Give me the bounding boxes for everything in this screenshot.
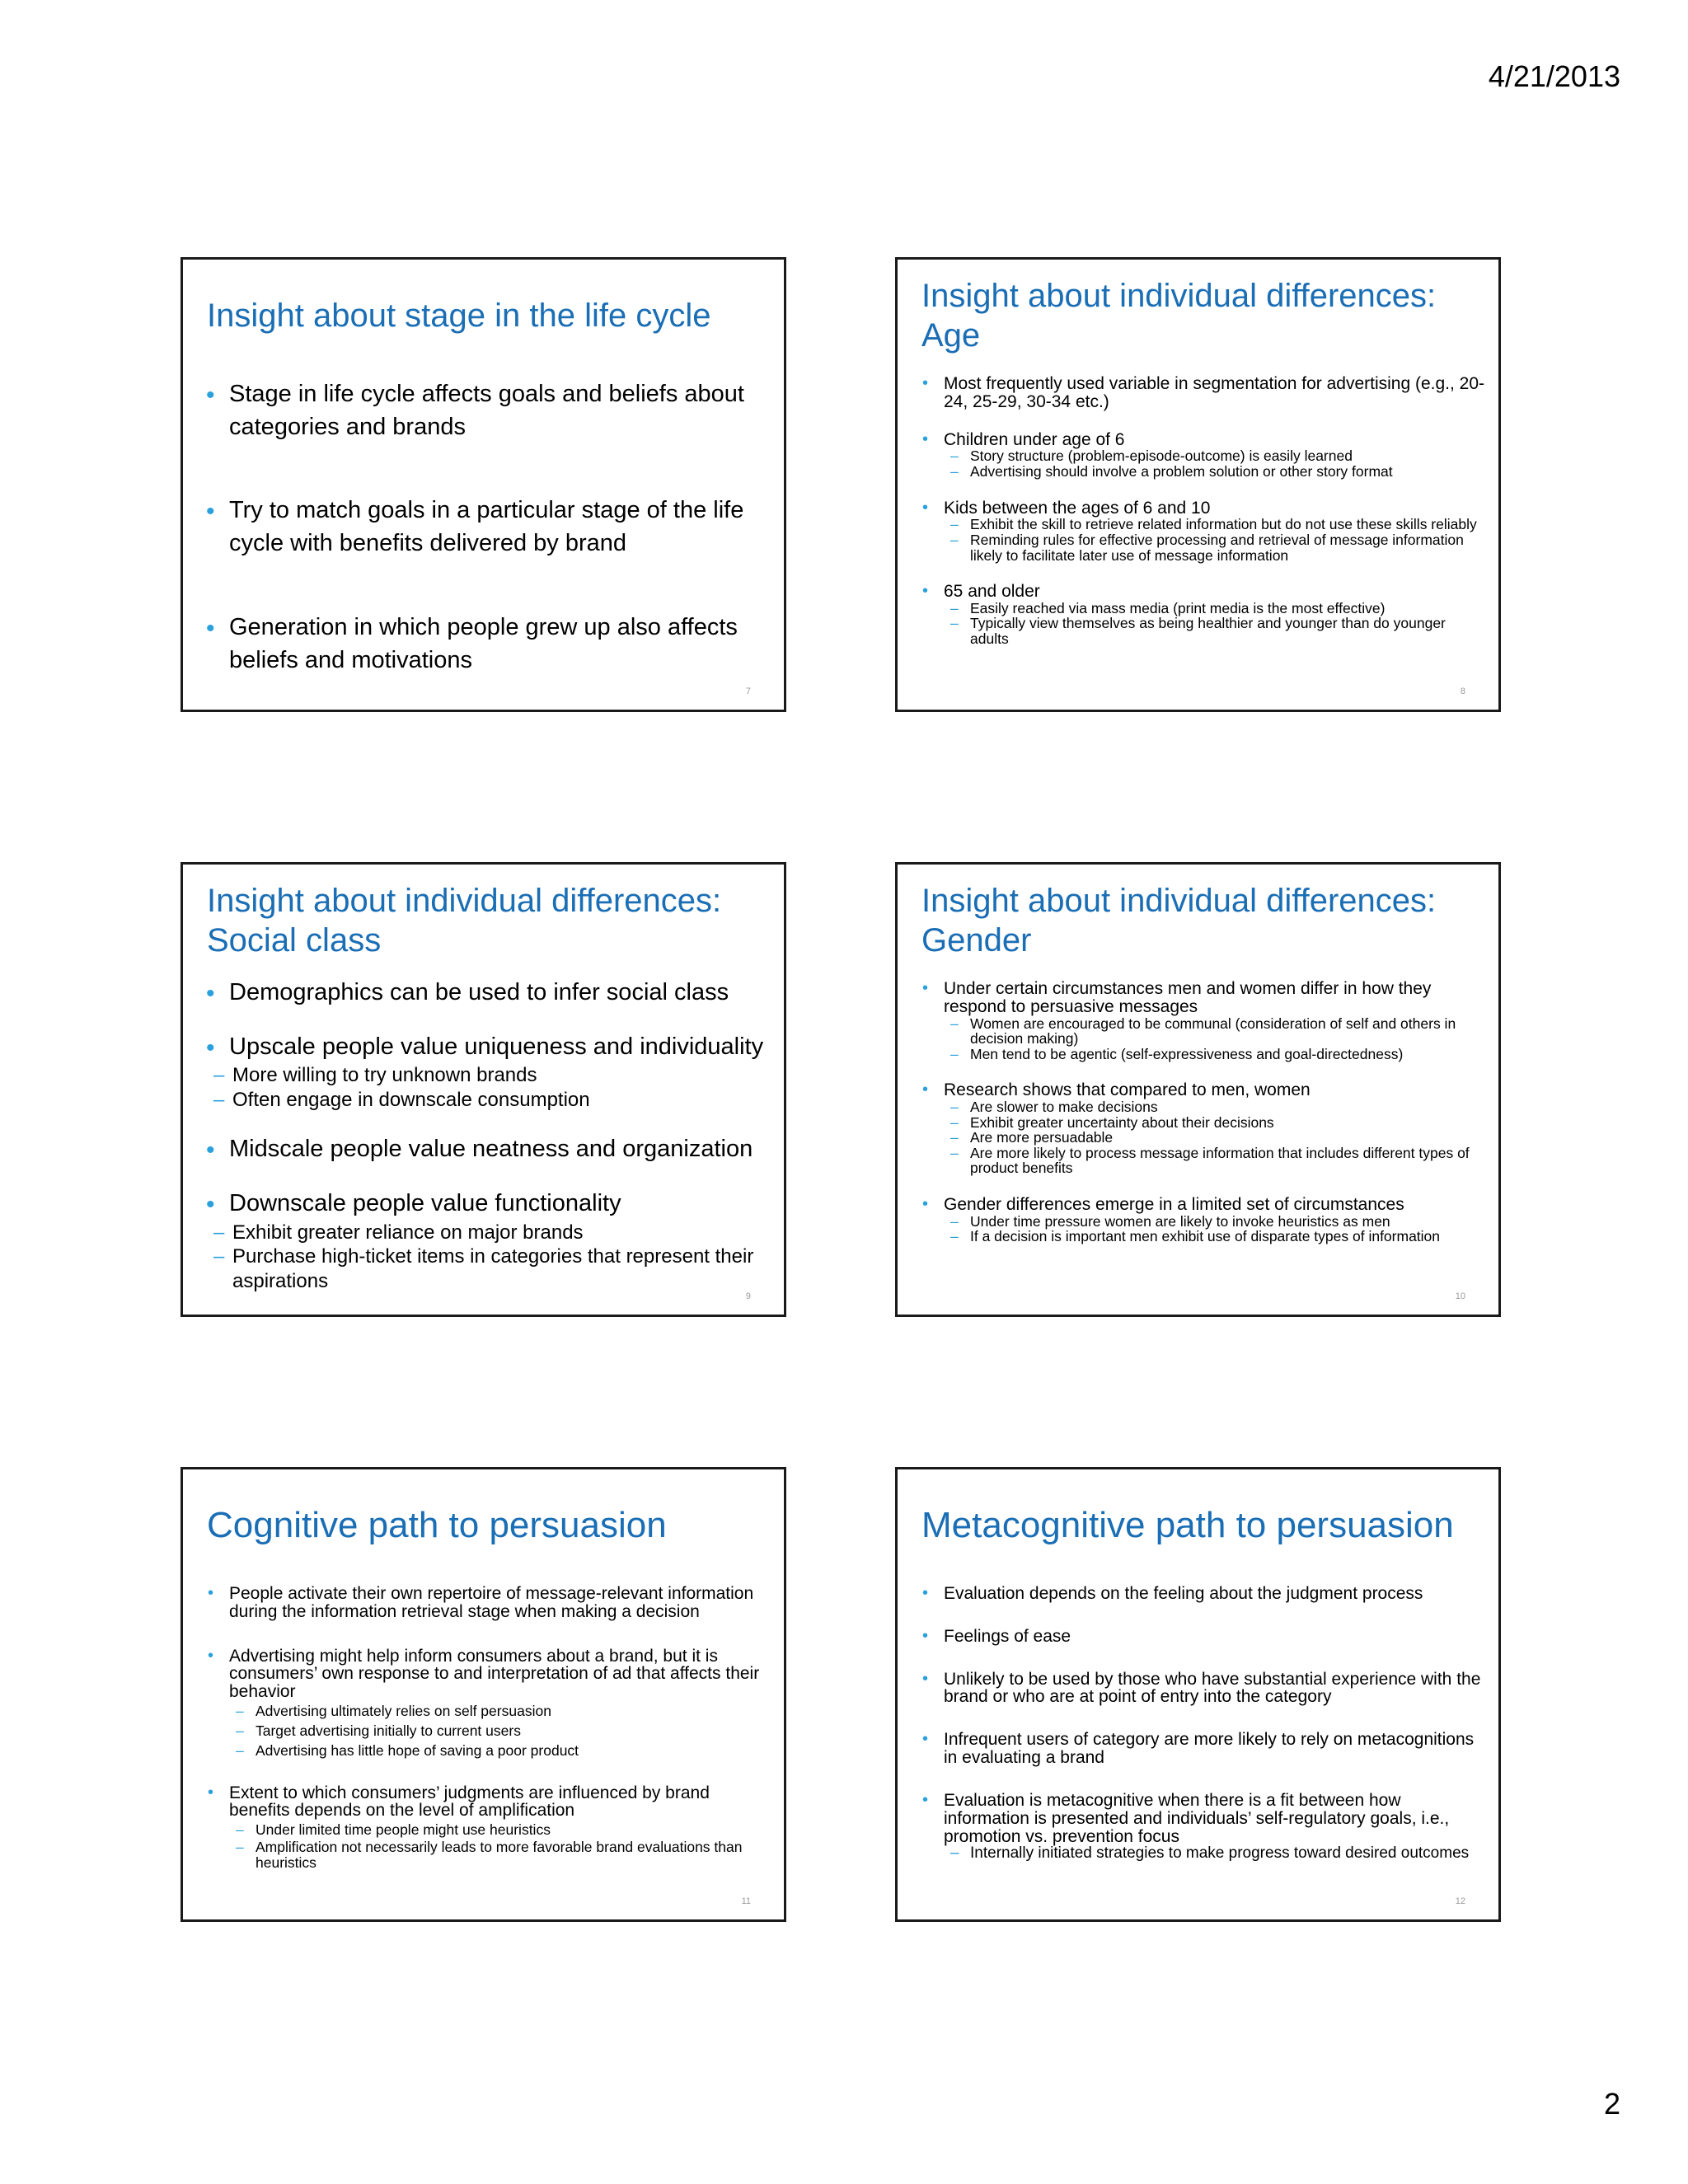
bullet-text: Unlikely to be used by those who have substantial experience with the brand or who are at point of entry into the category bbox=[944, 1669, 1481, 1707]
bullet-text: Downscale people value functionality bbox=[229, 1190, 621, 1217]
slide-title: Insight about individual differences: Gender bbox=[921, 883, 1437, 958]
sub-bullet-item: – Target advertising initially to current users bbox=[256, 1721, 773, 1741]
slide-title: Metacognitive path to persuasion bbox=[921, 1505, 1454, 1545]
slide-11 bbox=[181, 1467, 786, 1922]
sub-bullet-list bbox=[944, 1845, 1488, 1862]
sub-bullet-list bbox=[944, 1099, 1488, 1176]
bullet-item bbox=[229, 612, 773, 677]
bullet-item bbox=[944, 1792, 1488, 1863]
bullet-item bbox=[944, 1731, 1488, 1767]
sub-bullet-item: – Typically view themselves as being healthier and younger than do younger adults bbox=[970, 616, 1484, 646]
bullet-text: Gender differences emerge in a limited set of circumstances bbox=[944, 1194, 1404, 1214]
sub-bullet-item: – Men tend to be agentic (self-expressiveness and goal-directedness) bbox=[970, 1047, 1488, 1062]
sub-bullet-item: – Exhibit greater reliance on major brands bbox=[232, 1221, 773, 1245]
bullet-list bbox=[944, 980, 1488, 1244]
slide-8 bbox=[895, 257, 1501, 712]
slide-number: 12 bbox=[1455, 1896, 1465, 1906]
bullet-list bbox=[944, 1585, 1488, 1863]
sub-bullet-item: – Purchase high-ticket items in categories that represent their aspirations bbox=[232, 1244, 773, 1293]
bullet-item bbox=[944, 375, 1484, 411]
slide-title: Insight about individual differences: Social class bbox=[207, 883, 722, 958]
bullet-text: Most frequently used variable in segmentation for advertising (e.g., 20-24, 25-29, 30-34 etc.) bbox=[944, 374, 1485, 411]
bullet-text: Infrequent users of category are more likely to rely on metacognitions in evaluating a brand bbox=[944, 1730, 1475, 1768]
bullet-text: Stage in life cycle affects goals and beliefs about categories and brands bbox=[229, 381, 744, 440]
slide-title: Insight about individual differences: Age bbox=[921, 278, 1437, 354]
bullet-item bbox=[229, 378, 773, 443]
bullet-text: Feelings of ease bbox=[944, 1626, 1071, 1646]
sub-bullet-list bbox=[206, 1063, 773, 1112]
sub-bullet-list bbox=[944, 601, 1484, 647]
slide-title: Cognitive path to persuasion bbox=[207, 1505, 667, 1545]
bullet-text: Advertising might help inform consumers about a brand, but it is consumers’ own response to and interpretation of ad that affects their behavior bbox=[229, 1646, 760, 1702]
slide-9 bbox=[181, 862, 786, 1317]
sub-bullet-list bbox=[206, 1221, 773, 1294]
sub-bullet-list bbox=[229, 1820, 773, 1870]
sub-bullet-item: – Internally initiated strategies to make progress toward desired outcomes bbox=[970, 1845, 1488, 1862]
sub-bullet-item: – Women are encouraged to be communal (consideration of self and others in decision making) bbox=[970, 1016, 1488, 1047]
bullet-item bbox=[944, 1585, 1488, 1603]
slide-12 bbox=[895, 1467, 1501, 1922]
bullet-item bbox=[944, 499, 1484, 563]
bullet-list bbox=[229, 977, 773, 1293]
bullet-item bbox=[944, 1628, 1488, 1646]
bullet-text: Generation in which people grew up also affects beliefs and motivations bbox=[229, 613, 738, 673]
sub-bullet-list bbox=[944, 448, 1484, 479]
bullet-item bbox=[229, 977, 773, 1010]
bullet-item bbox=[229, 1647, 773, 1761]
bullet-text: Evaluation depends on the feeling about the judgment process bbox=[944, 1584, 1423, 1603]
bullet-item bbox=[944, 431, 1484, 480]
bullet-item bbox=[944, 1196, 1488, 1244]
bullet-text: 65 and older bbox=[944, 582, 1040, 602]
page-date: 4/21/2013 bbox=[1488, 59, 1620, 93]
bullet-list bbox=[229, 1585, 773, 1870]
sub-bullet-item: – Exhibit the skill to retrieve related information but do not use these skills reliably bbox=[970, 517, 1484, 532]
bullet-list bbox=[944, 375, 1484, 647]
bullet-item bbox=[944, 583, 1484, 646]
sub-bullet-list bbox=[944, 517, 1484, 563]
slide-number: 8 bbox=[1460, 687, 1465, 696]
bullet-item bbox=[944, 1671, 1488, 1707]
sub-bullet-item: – Exhibit greater uncertainty about their decisions bbox=[970, 1115, 1488, 1131]
sub-bullet-list bbox=[229, 1701, 773, 1760]
sub-bullet-item: – Advertising ultimately relies on self persuasion bbox=[256, 1701, 773, 1721]
bullet-item bbox=[229, 1133, 773, 1166]
bullet-item bbox=[944, 1081, 1488, 1176]
sub-bullet-item: – Reminding rules for effective processing and retrieval of message information likely to facilitate later use of message information bbox=[970, 532, 1484, 563]
sub-bullet-item: – Under limited time people might use heuristics bbox=[256, 1820, 773, 1840]
bullet-text: People activate their own repertoire of message-relevant information during the information retrieval stage when making a decision bbox=[229, 1584, 754, 1621]
bullet-item bbox=[229, 1585, 773, 1621]
sub-bullet-item: – Easily reached via mass media (print media is the most effective) bbox=[970, 601, 1484, 616]
slide-number: 7 bbox=[745, 687, 751, 696]
sub-bullet-item: – Are slower to make decisions bbox=[970, 1099, 1488, 1115]
bullet-text: Extent to which consumers’ judgments are influenced by brand benefits depends on the level of amplification bbox=[229, 1783, 710, 1821]
bullet-text: Research shows that compared to men, women bbox=[944, 1080, 1311, 1100]
slide-7 bbox=[181, 257, 786, 712]
slide-number: 11 bbox=[741, 1896, 751, 1906]
sub-bullet-list bbox=[944, 1214, 1488, 1244]
bullet-item bbox=[229, 1031, 773, 1113]
slide-10 bbox=[895, 862, 1501, 1317]
sub-bullet-item: – If a decision is important men exhibit use of disparate types of information bbox=[970, 1229, 1488, 1244]
slide-number: 9 bbox=[745, 1291, 751, 1301]
bullet-text: Upscale people value uniqueness and individuality bbox=[229, 1033, 764, 1060]
sub-bullet-item: – Amplification not necessarily leads to more favorable brand evaluations than heuristics bbox=[256, 1840, 773, 1870]
sub-bullet-item: – Are more likely to process message information that includes different types of product benefits bbox=[970, 1146, 1488, 1176]
bullet-item bbox=[229, 494, 773, 560]
sub-bullet-item: – Advertising should involve a problem solution or other story format bbox=[970, 464, 1484, 480]
sub-bullet-item: – More willing to try unknown brands bbox=[232, 1063, 773, 1088]
bullet-text: Under certain circumstances men and women differ in how they respond to persuasive messages bbox=[944, 979, 1432, 1016]
bullet-text: Children under age of 6 bbox=[944, 429, 1125, 449]
sub-bullet-item: – Are more persuadable bbox=[970, 1130, 1488, 1146]
bullet-text: Try to match goals in a particular stage of the life cycle with benefits delivered by brand bbox=[229, 497, 744, 557]
sub-bullet-item: – Often engage in downscale consumption bbox=[232, 1088, 773, 1113]
bullet-text: Kids between the ages of 6 and 10 bbox=[944, 498, 1211, 518]
sub-bullet-item: – Under time pressure women are likely to invoke heuristics as men bbox=[970, 1214, 1488, 1230]
sub-bullet-list bbox=[944, 1016, 1488, 1062]
sub-bullet-item: – Advertising has little hope of saving a poor product bbox=[256, 1741, 773, 1760]
bullet-text: Evaluation is metacognitive when there is a fit between how information is presented and individuals’ self-regulatory goals, i.e., promotion vs. prevention focus bbox=[944, 1790, 1450, 1846]
bullet-item bbox=[229, 1188, 773, 1293]
bullet-item bbox=[229, 1784, 773, 1871]
bullet-text: Midscale people value neatness and organization bbox=[229, 1136, 753, 1163]
page-number: 2 bbox=[1603, 2087, 1620, 2121]
bullet-list bbox=[229, 378, 773, 677]
slide-title: Insight about stage in the life cycle bbox=[207, 298, 711, 334]
bullet-item bbox=[944, 980, 1488, 1062]
slide-number: 10 bbox=[1455, 1291, 1465, 1301]
bullet-text: Demographics can be used to infer social class bbox=[229, 979, 729, 1005]
sub-bullet-item: – Story structure (problem-episode-outcome) is easily learned bbox=[970, 448, 1484, 464]
